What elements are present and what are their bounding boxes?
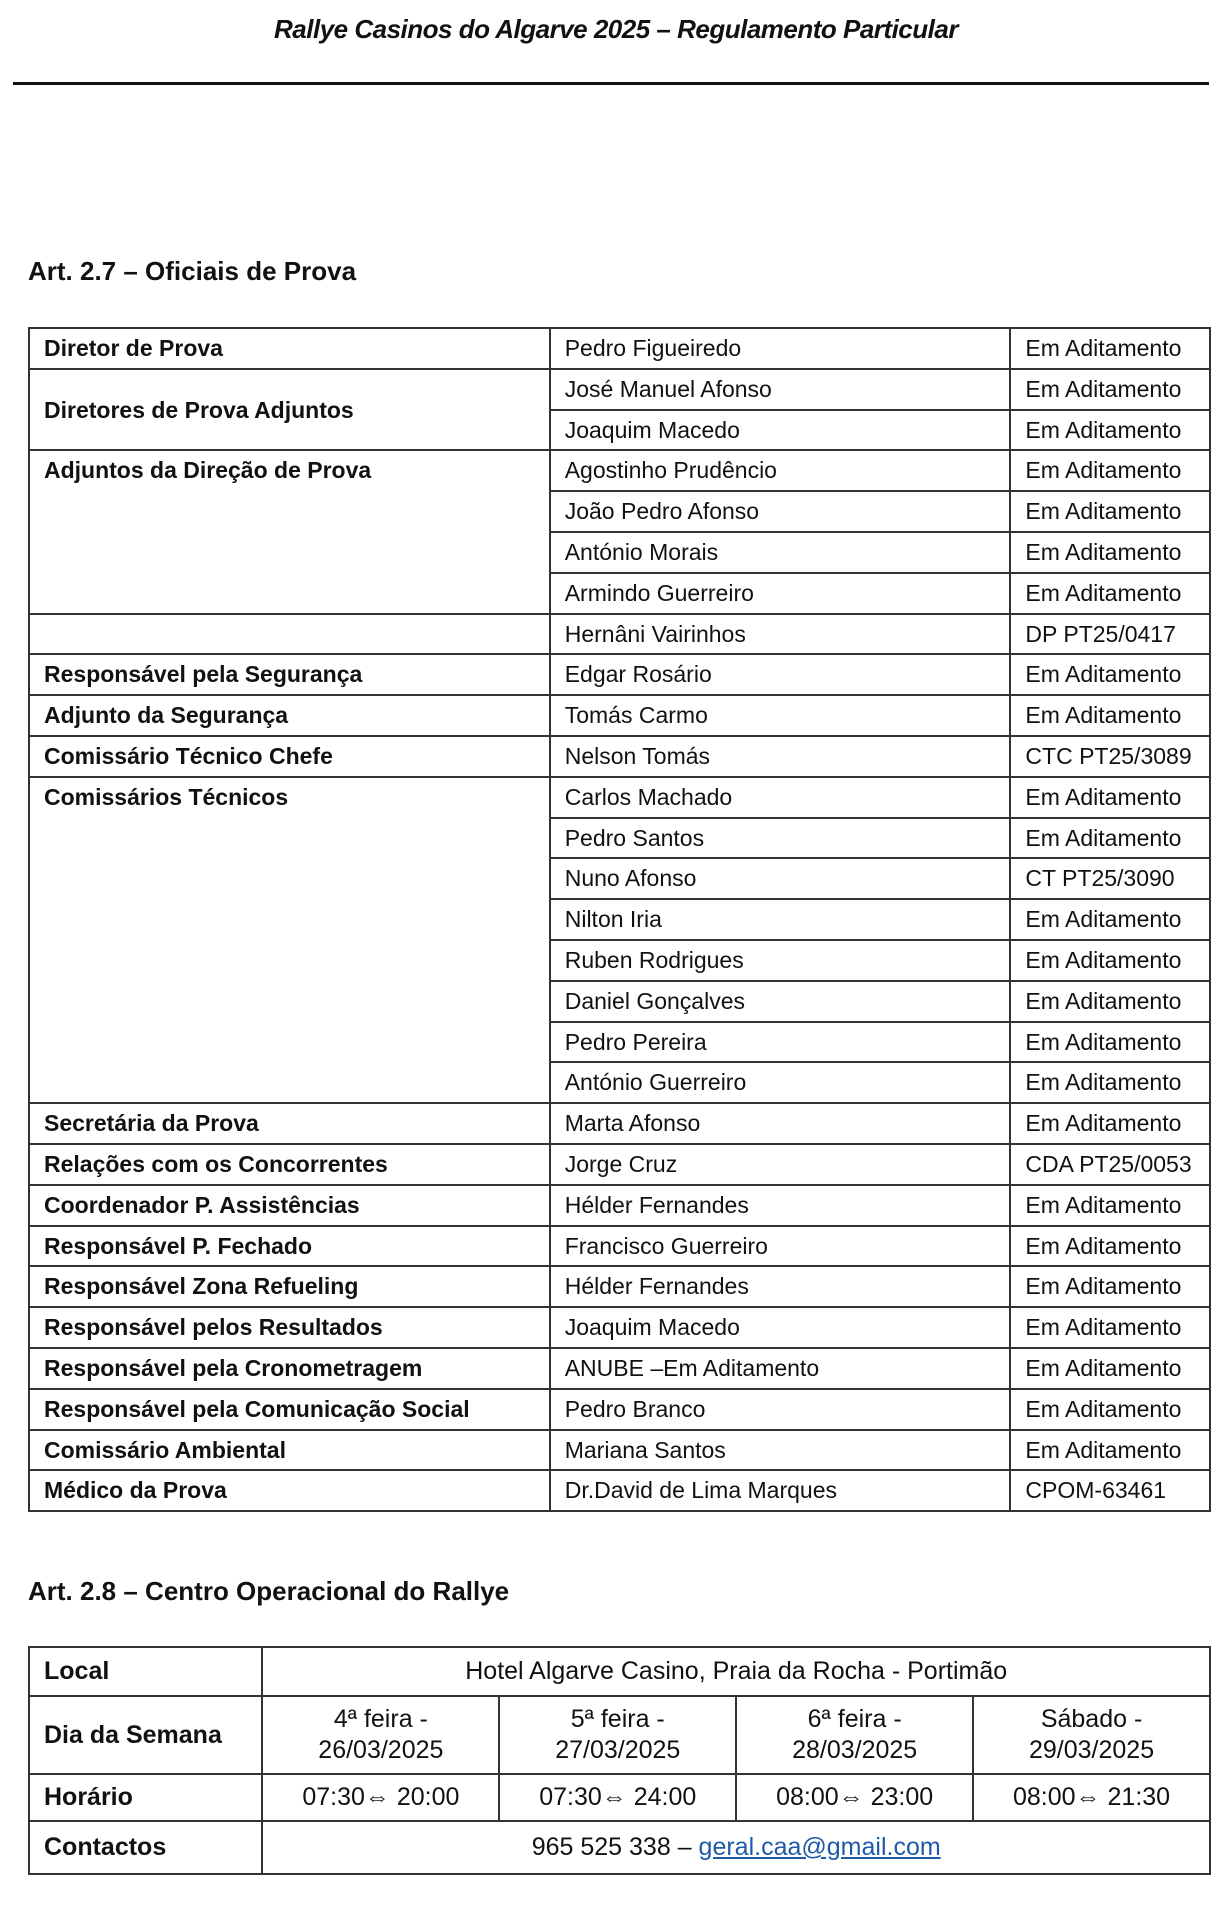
table-row [29,695,1210,736]
document-header-title: Rallye Casinos do Algarve 2025 – Regulamento Particular [274,14,958,44]
name-cell: ANUBE –Em Aditamento [550,1348,1011,1389]
name-cell: José Manuel Afonso [550,369,1011,410]
section-title-art-2-8: Art. 2.8 – Centro Operacional do Rallye [28,1576,510,1606]
name-cell: Nilton Iria [550,899,1011,940]
licence-cell: Em Aditamento [1010,818,1210,859]
weekday: Sábado - [1040,1705,1143,1733]
day-cell [973,1696,1210,1774]
table-row [29,1266,1210,1307]
table-row [29,328,1210,369]
date: 28/03/2025 [792,1736,918,1764]
contacts-value [262,1821,1210,1874]
licence-cell: Em Aditamento [1010,777,1210,818]
role-cell: Diretores de Prova Adjuntos [29,369,550,451]
table-row [29,1226,1210,1267]
role-cell: Comissário Ambiental [29,1430,550,1471]
local-label: Local [29,1647,262,1696]
name-cell: Ruben Rodrigues [550,940,1011,981]
role-cell: Comissário Técnico Chefe [29,736,550,777]
table-row-local [29,1647,1210,1696]
name-cell: Joaquim Macedo [550,1307,1011,1348]
licence-cell: Em Aditamento [1010,532,1210,573]
name-cell: António Morais [550,532,1011,573]
licence-cell: DP PT25/0417 [1010,614,1210,655]
local-value: Hotel Algarve Casino, Praia da Rocha - Portimão [262,1647,1210,1696]
role-cell: Diretor de Prova [29,328,550,369]
licence-cell: Em Aditamento [1010,695,1210,736]
table-row-contacts [29,1821,1210,1874]
table-row [29,1144,1210,1185]
hours-cell: 08:00⇔ 23:00 [736,1774,973,1821]
day-cell [736,1696,973,1774]
name-cell: Nuno Afonso [550,858,1011,899]
table-row [29,369,1210,410]
section-title-art-2-7: Art. 2.7 – Oficiais de Prova [28,256,357,286]
weekday: 6ª feira - [807,1705,902,1733]
role-cell: Adjuntos da Direção de Prova [29,450,550,613]
name-cell: Mariana Santos [550,1430,1011,1471]
role-cell: Responsável Zona Refueling [29,1266,550,1307]
date: 27/03/2025 [555,1736,681,1764]
licence-cell: CT PT25/3090 [1010,858,1210,899]
name-cell: Nelson Tomás [550,736,1011,777]
name-cell: Jorge Cruz [550,1144,1011,1185]
role-cell: Responsável pela Segurança [29,654,550,695]
day-cell [262,1696,499,1774]
licence-cell: Em Aditamento [1010,1389,1210,1430]
contacts-label: Contactos [29,1821,262,1874]
table-row [29,1430,1210,1471]
name-cell: Agostinho Prudêncio [550,450,1011,491]
hours-label: Horário [29,1774,262,1821]
licence-cell: Em Aditamento [1010,328,1210,369]
licence-cell: Em Aditamento [1010,940,1210,981]
officials-table [28,327,1211,1512]
licence-cell: Em Aditamento [1010,1022,1210,1063]
licence-cell: CPOM-63461 [1010,1470,1210,1511]
table-row-day [29,1696,1210,1774]
name-cell: Tomás Carmo [550,695,1011,736]
role-cell: Responsável pela Comunicação Social [29,1389,550,1430]
table-row [29,450,1210,491]
role-cell: Relações com os Concorrentes [29,1144,550,1185]
name-cell: Pedro Branco [550,1389,1011,1430]
licence-cell: Em Aditamento [1010,369,1210,410]
table-row [29,1307,1210,1348]
role-cell: Responsável pela Cronometragem [29,1348,550,1389]
table-row [29,777,1210,818]
name-cell: Francisco Guerreiro [550,1226,1011,1267]
table-row-hours [29,1774,1210,1821]
table-row [29,614,1210,655]
date: 26/03/2025 [318,1736,444,1764]
day-cell [499,1696,736,1774]
licence-cell: CDA PT25/0053 [1010,1144,1210,1185]
table-row [29,736,1210,777]
name-cell: Dr.David de Lima Marques [550,1470,1011,1511]
licence-cell: Em Aditamento [1010,410,1210,451]
licence-cell: Em Aditamento [1010,491,1210,532]
hours-cell: 07:30⇔ 20:00 [262,1774,499,1821]
name-cell: Marta Afonso [550,1103,1011,1144]
hours-cell: 07:30⇔ 24:00 [499,1774,736,1821]
table-row [29,1185,1210,1226]
name-cell: Joaquim Macedo [550,410,1011,451]
role-cell [29,614,550,655]
name-cell: Pedro Figueiredo [550,328,1011,369]
licence-cell: Em Aditamento [1010,1266,1210,1307]
licence-cell: Em Aditamento [1010,1348,1210,1389]
licence-cell: Em Aditamento [1010,1307,1210,1348]
phone-number: 965 525 338 – [531,1833,699,1861]
hours-cell: 08:00⇔ 21:30 [973,1774,1210,1821]
day-label: Dia da Semana [29,1696,262,1774]
name-cell: António Guerreiro [550,1062,1011,1103]
licence-cell: Em Aditamento [1010,1062,1210,1103]
email-link[interactable]: geral.caa@gmail.com [698,1833,941,1861]
table-row [29,1389,1210,1430]
role-cell: Adjunto da Segurança [29,695,550,736]
licence-cell: Em Aditamento [1010,1226,1210,1267]
operations-centre-table [28,1646,1211,1875]
licence-cell: Em Aditamento [1010,450,1210,491]
name-cell: Hélder Fernandes [550,1266,1011,1307]
licence-cell: Em Aditamento [1010,654,1210,695]
licence-cell: CTC PT25/3089 [1010,736,1210,777]
weekday: 5ª feira - [570,1705,665,1733]
header-divider [13,82,1209,85]
table-row [29,1103,1210,1144]
role-cell: Médico da Prova [29,1470,550,1511]
date: 29/03/2025 [1028,1736,1155,1764]
table-row [29,1470,1210,1511]
licence-cell: Em Aditamento [1010,573,1210,614]
role-cell: Coordenador P. Assistências [29,1185,550,1226]
role-cell: Responsável P. Fechado [29,1226,550,1267]
name-cell: Hélder Fernandes [550,1185,1011,1226]
table-row [29,1348,1210,1389]
name-cell: Edgar Rosário [550,654,1011,695]
name-cell: Hernâni Vairinhos [550,614,1011,655]
name-cell: Pedro Pereira [550,1022,1011,1063]
role-cell: Comissários Técnicos [29,777,550,1103]
weekday: 4ª feira - [333,1705,428,1733]
licence-cell: Em Aditamento [1010,1185,1210,1226]
table-row [29,654,1210,695]
licence-cell: Em Aditamento [1010,981,1210,1022]
licence-cell: Em Aditamento [1010,899,1210,940]
name-cell: Carlos Machado [550,777,1011,818]
name-cell: Armindo Guerreiro [550,573,1011,614]
licence-cell: Em Aditamento [1010,1103,1210,1144]
name-cell: Daniel Gonçalves [550,981,1011,1022]
role-cell: Secretária da Prova [29,1103,550,1144]
role-cell: Responsável pelos Resultados [29,1307,550,1348]
licence-cell: Em Aditamento [1010,1430,1210,1471]
name-cell: Pedro Santos [550,818,1011,859]
name-cell: João Pedro Afonso [550,491,1011,532]
